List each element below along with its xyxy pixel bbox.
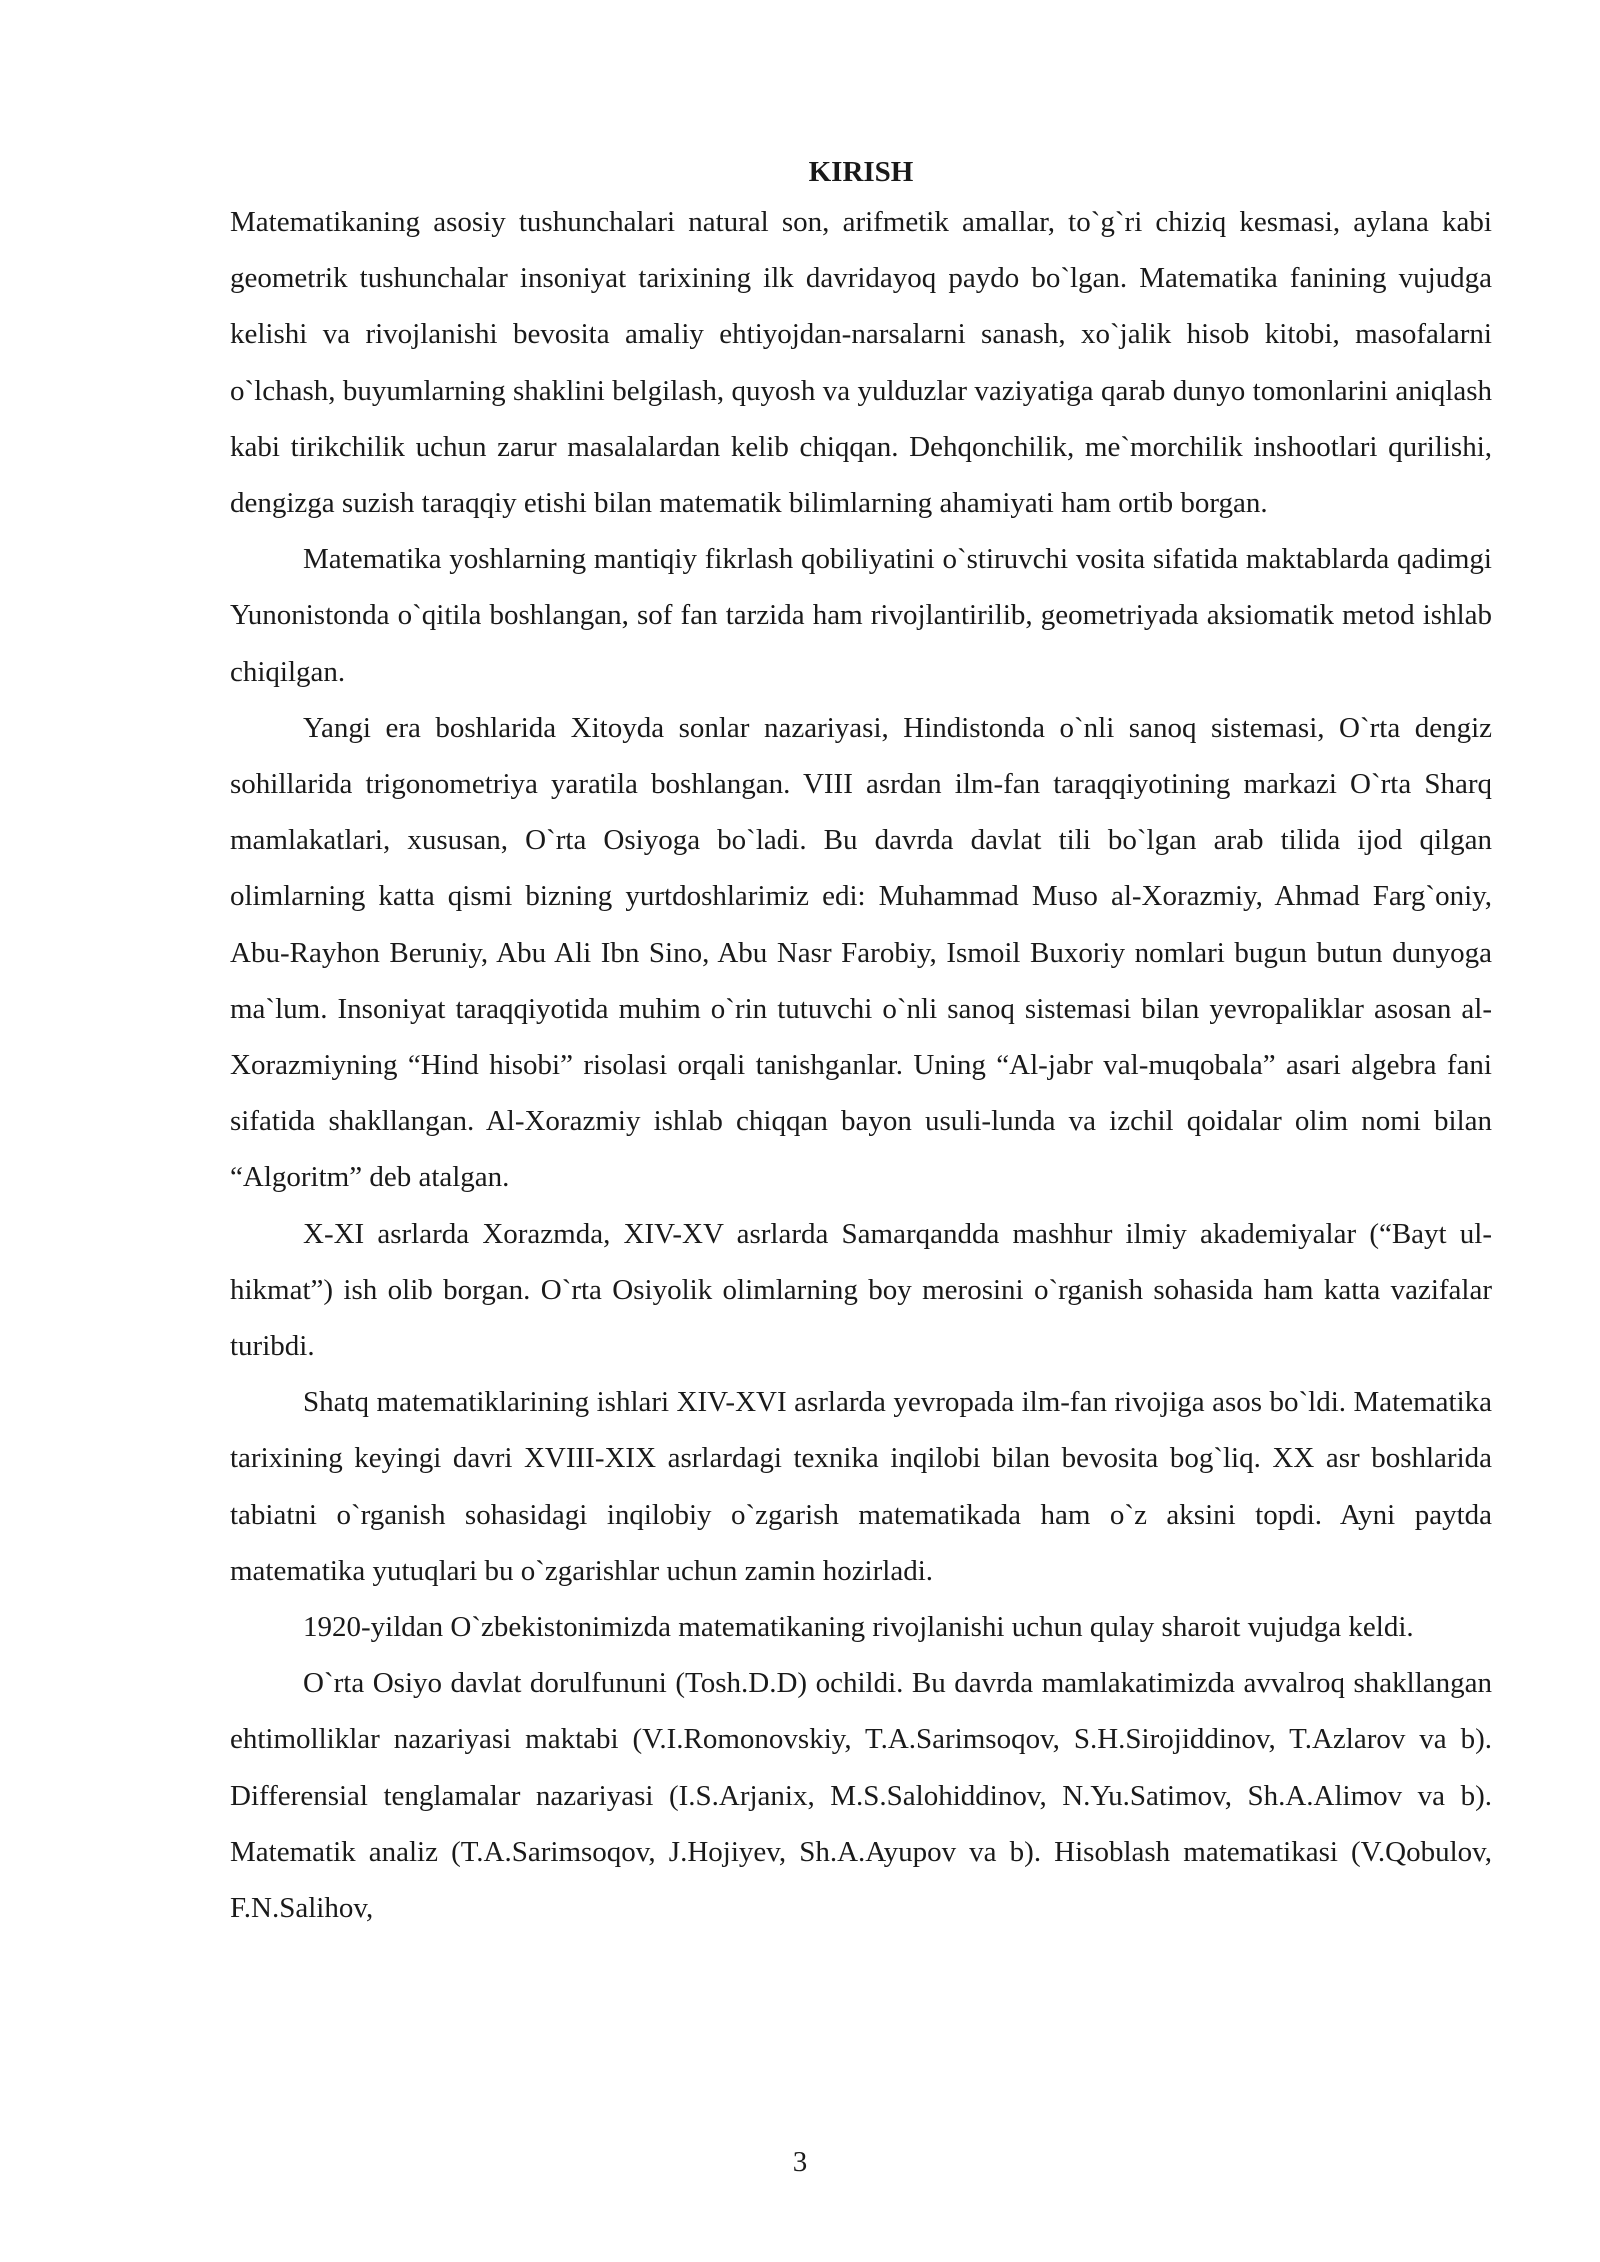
paragraph-7: O`rta Osiyo davlat dorulfununi (Tosh.D.D) ochildi. Bu davrda mamlakatimizda avvalroq shakllangan ehtimolliklar nazariyasi maktabi (V.I.Romonovskiy, T.A.Sarimsoqov, S.H.Sirojiddinov, T.Azlarov va b). Differensial tenglamalar nazariyasi (I.S.Arjanix, M.S.Salohiddinov, N.Yu.Satimov, Sh.A.Alimov va b). Matematik analiz (T.A.Sarimsoqov, J.Hojiyev, Sh.A.Ayupov va b). Hisoblash matematikasi (V.Qobulov, F.N.Salihov, xyxy=(230,1667,1492,1925)
paragraph-6: 1920-yildan O`zbekistonimizda matematikaning rivojlanishi uchun qulay sharoit vujudga keldi. xyxy=(303,1611,1414,1644)
page-number: 3 xyxy=(792,2146,808,2178)
paragraph-1: Matematikaning asosiy tushunchalari natural son, arifmetik amallar, to`g`ri chiziq kesmasi, aylana kabi geometrik tushunchalar insoniyat tarixining ilk davridayoq paydo bo`lgan. Matematika fanining vujudga kelishi va rivojlanishi bevosita amaliy ehtiyojdan-narsalarni sanash, xo`jalik hisob kitobi, masofalarni o`lchash, buyumlarning shaklini belgilash, quyosh va yulduzlar vaziyatiga qarab dunyo tomonlarini aniqlash kabi tirikchilik uchun zarur masalalardan kelib chiqqan. Dehqonchilik, me`morchilik inshootlari qurilishi, dengizga suzish taraqqiy etishi bilan matematik bilimlarning ahamiyati ham ortib borgan. xyxy=(230,206,1492,520)
section-title: KIRISH xyxy=(808,156,914,188)
paragraph-2: Matematika yoshlarning mantiqiy fikrlash qobiliyatini o`stiruvchi vosita sifatida maktablarda qadimgi Yunonistonda o`qitila boshlangan, sof fan tarzida ham rivojlantirilib, geometriyada aksiomatik metod ishlab chiqilgan. xyxy=(230,543,1492,688)
paragraph-4: X-XI asrlarda Xorazmda, XIV-XV asrlarda Samarqandda mashhur ilmiy akademiyalar (“Bayt ul-hikmat”) ish olib borgan. O`rta Osiyolik olimlarning boy merosini o`rganish sohasida ham katta vazifalar turibdi. xyxy=(230,1217,1492,1363)
document-page xyxy=(230,150,1492,1936)
paragraph-5: Shatq matematiklarining ishlari XIV-XVI asrlarda yevropada ilm-fan rivojiga asos bo`ldi. Matematika tarixining keyingi davri XVIII-XIX asrlardagi texnika inqilobi bilan bevosita bog`liq. XX asr boshlarida tabiatni o`rganish sohasidagi inqilobiy o`zgarish matematikada ham o`z aksini topdi. Ayni paytda matematika yutuqlari bu o`zgarishlar uchun zamin hozirladi. xyxy=(230,1386,1492,1587)
paragraph-3: Yangi era boshlarida Xitoyda sonlar nazariyasi, Hindistonda o`nli sanoq sistemasi, O`rta dengiz sohillarida trigonometriya yaratila boshlangan. VIII asrdan ilm-fan taraqqiyotining markazi O`rta Sharq mamlakatlari, xususan, O`rta Osiyoga bo`ladi. Bu davrda davlat tili bo`lgan arab tilida ijod qilgan olimlarning katta qismi bizning yurtdoshlarimiz edi: Muhammad Muso al-Xorazmiy, Ahmad Farg`oniy, Abu-Rayhon Beruniy, Abu Ali Ibn Sino, Abu Nasr Farobiy, Ismoil Buxoriy nomlari bugun butun dunyoga ma`lum. Insoniyat taraqqiyotida muhim o`rin tutuvchi o`nli sanoq sistemasi bilan yevropaliklar asosan al-Xorazmiyning “Hind hisobi” risolasi orqali tanishganlar. Uning “Al-jabr val-muqobala” asari algebra fani sifatida shakllangan. Al-Xorazmiy ishlab chiqqan bayon usuli-lunda va izchil qoidalar olim nomi bilan “Algoritm” deb atalgan. xyxy=(230,711,1492,1194)
